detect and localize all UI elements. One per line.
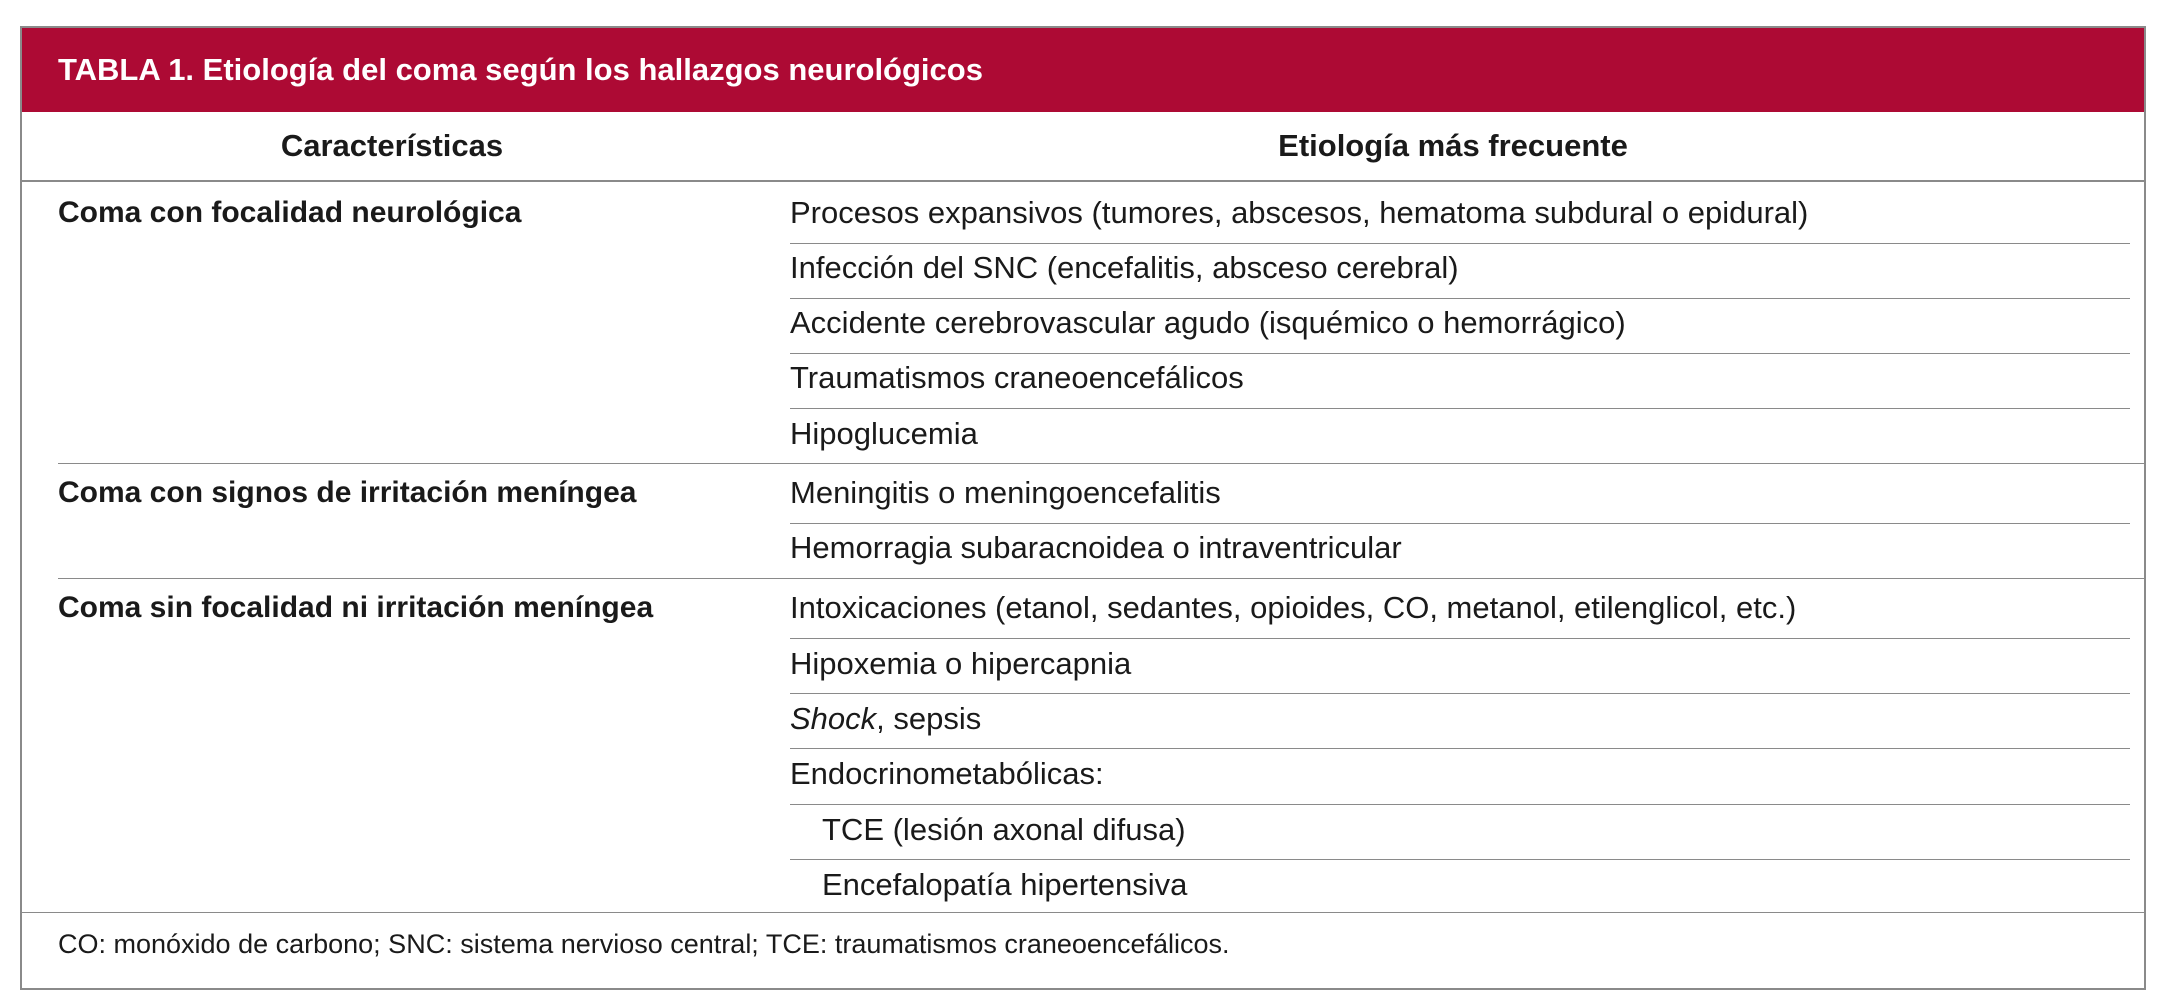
- shock-italic: Shock: [790, 701, 877, 736]
- group-label-meningeal: Coma con signos de irritación meníngea: [58, 476, 637, 509]
- group-divider: [58, 578, 2144, 579]
- row-divider: [790, 859, 2130, 860]
- footer-divider: [22, 912, 2144, 913]
- list-item-shock: [790, 699, 2170, 739]
- list-item: Meningitis o meningoencefalitis: [790, 475, 1221, 510]
- row-divider: [790, 804, 2130, 805]
- row-divider: [790, 243, 2130, 244]
- list-item: Traumatismos craneoencefálicos: [790, 360, 1244, 395]
- row-divider: [790, 523, 2130, 524]
- column-header-etiology: Etiología más frecuente: [1278, 128, 1628, 163]
- group-label-focal: Coma con focalidad neurológica: [58, 196, 522, 229]
- table-frame: [20, 26, 2146, 990]
- group-divider: [58, 463, 2144, 464]
- list-item: Endocrinometabólicas:: [790, 756, 1104, 791]
- list-item: Hemorragia subaracnoidea o intraventricular: [790, 530, 1402, 565]
- row-divider: [790, 298, 2130, 299]
- list-item: Hipoglucemia: [790, 416, 978, 451]
- table-title: TABLA 1. Etiología del coma según los hallazgos neurológicos: [22, 28, 2144, 112]
- list-item: Infección del SNC (encefalitis, absceso cerebral): [790, 250, 1459, 285]
- table-header-row: [22, 112, 2144, 182]
- row-divider: [790, 693, 2130, 694]
- column-header-characteristics: Características: [280, 128, 504, 163]
- list-item: Hipoxemia o hipercapnia: [790, 646, 1132, 681]
- row-divider: [790, 638, 2130, 639]
- row-divider: [790, 353, 2130, 354]
- table-footnote: CO: monóxido de carbono; SNC: sistema nervioso central; TCE: traumatismos craneoencefálicos.: [58, 929, 1230, 959]
- list-item-sub: Encefalopatía hipertensiva: [822, 867, 1188, 902]
- list-item: Accidente cerebrovascular agudo (isquémico o hemorrágico): [790, 305, 1626, 340]
- row-divider: [790, 408, 2130, 409]
- row-divider: [790, 748, 2130, 749]
- list-item: Intoxicaciones (etanol, sedantes, opioides, CO, metanol, etilenglicol, etc.): [790, 590, 1797, 625]
- list-item-sub: TCE (lesión axonal difusa): [822, 812, 1186, 847]
- group-label-nonfocal: Coma sin focalidad ni irritación meníngea: [58, 591, 654, 624]
- shock-rest: , sepsis: [876, 701, 982, 736]
- list-item: Procesos expansivos (tumores, abscesos, hematoma subdural o epidural): [790, 195, 1809, 230]
